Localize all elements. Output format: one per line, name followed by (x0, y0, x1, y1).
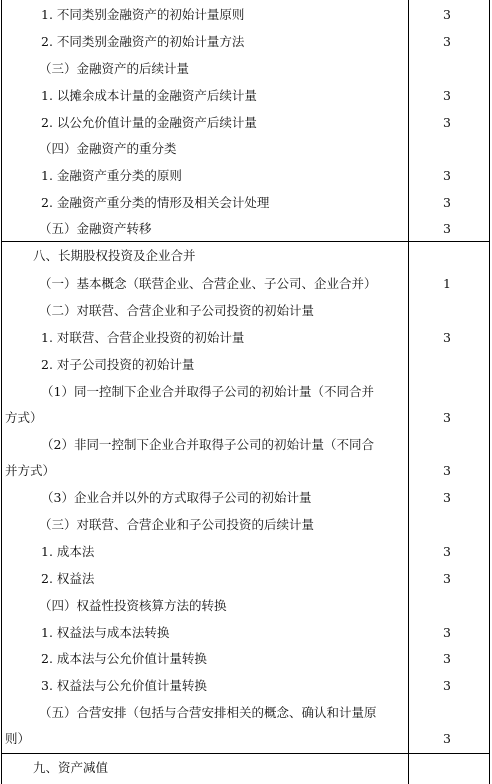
table-right-border (489, 0, 490, 784)
table-row-topic-continued: 并方式） (5, 463, 56, 478)
table-row-topic: （五）合营安排（包括与合营安排相关的概念、确认和计量原 (39, 705, 377, 720)
table-row-topic: 2. 权益法 (41, 571, 95, 586)
table-row-topic: 3. 权益法与公允价值计量转换 (41, 678, 207, 693)
table-row-level: 3 (443, 490, 451, 505)
table-row-level: 3 (443, 330, 451, 345)
table-row-level: 3 (443, 221, 451, 236)
table-row-topic: 2. 不同类别金融资产的初始计量方法 (41, 34, 245, 49)
section-heading: 八、长期股权投资及企业合并 (33, 248, 196, 263)
table-row-topic: 1. 不同类别金融资产的初始计量原则 (41, 7, 245, 22)
table-row-topic: （三）对联营、合营企业和子公司投资的后续计量 (39, 517, 315, 532)
table-row-topic: （四）权益性投资核算方法的转换 (39, 598, 227, 613)
table-row-topic: 1. 成本法 (41, 544, 95, 559)
table-row-topic-continued: 则） (5, 731, 31, 746)
section-heading: 九、资产减值 (33, 760, 109, 775)
section-divider (1, 241, 490, 242)
table-row-topic: 2. 成本法与公允价值计量转换 (41, 651, 207, 666)
table-row-topic: （四）金融资产的重分类 (39, 141, 177, 156)
table-row-topic: 2. 金融资产重分类的情形及相关会计处理 (41, 195, 270, 210)
table-row-topic: 2. 以公允价值计量的金融资产后续计量 (41, 115, 257, 130)
table-row-level: 3 (443, 651, 451, 666)
table-row-level: 3 (443, 7, 451, 22)
table-row-topic: 1. 权益法与成本法转换 (41, 625, 170, 640)
table-row-level: 3 (443, 463, 451, 478)
table-column-divider (408, 0, 409, 784)
table-row-topic: （1）同一控制下企业合并取得子公司的初始计量（不同合并 (41, 384, 374, 399)
table-row-level: 3 (443, 88, 451, 103)
table-row-topic: （二）对联营、合营企业和子公司投资的初始计量 (39, 303, 315, 318)
table-row-topic: （2）非同一控制下企业合并取得子公司的初始计量（不同合 (41, 437, 374, 452)
table-row-level: 3 (443, 544, 451, 559)
table-row-topic: 1. 金融资产重分类的原则 (41, 168, 182, 183)
table-row-level: 3 (443, 195, 451, 210)
syllabus-table (1, 0, 490, 784)
table-row-topic: （三）金融资产的后续计量 (39, 61, 190, 76)
table-row-topic: 1. 以摊余成本计量的金融资产后续计量 (41, 88, 257, 103)
table-row-topic-continued: 方式） (5, 410, 43, 425)
table-row-level: 1 (443, 276, 451, 291)
table-row-topic: （一）基本概念（联营企业、合营企业、子公司、企业合并） (39, 276, 377, 291)
table-row-level: 3 (443, 115, 451, 130)
section-divider (1, 753, 490, 754)
table-row-level: 3 (443, 678, 451, 693)
table-row-level: 3 (443, 571, 451, 586)
table-row-level: 3 (443, 168, 451, 183)
table-row-level: 3 (443, 625, 451, 640)
table-left-border (1, 0, 2, 784)
table-row-level: 3 (443, 34, 451, 49)
table-row-level: 3 (443, 731, 451, 746)
table-row-topic: 2. 对子公司投资的初始计量 (41, 357, 195, 372)
table-row-topic: （3）企业合并以外的方式取得子公司的初始计量 (41, 490, 312, 505)
table-row-topic: （五）金融资产转移 (39, 221, 152, 236)
table-row-level: 3 (443, 410, 451, 425)
table-row-topic: 1. 对联营、合营企业投资的初始计量 (41, 330, 245, 345)
